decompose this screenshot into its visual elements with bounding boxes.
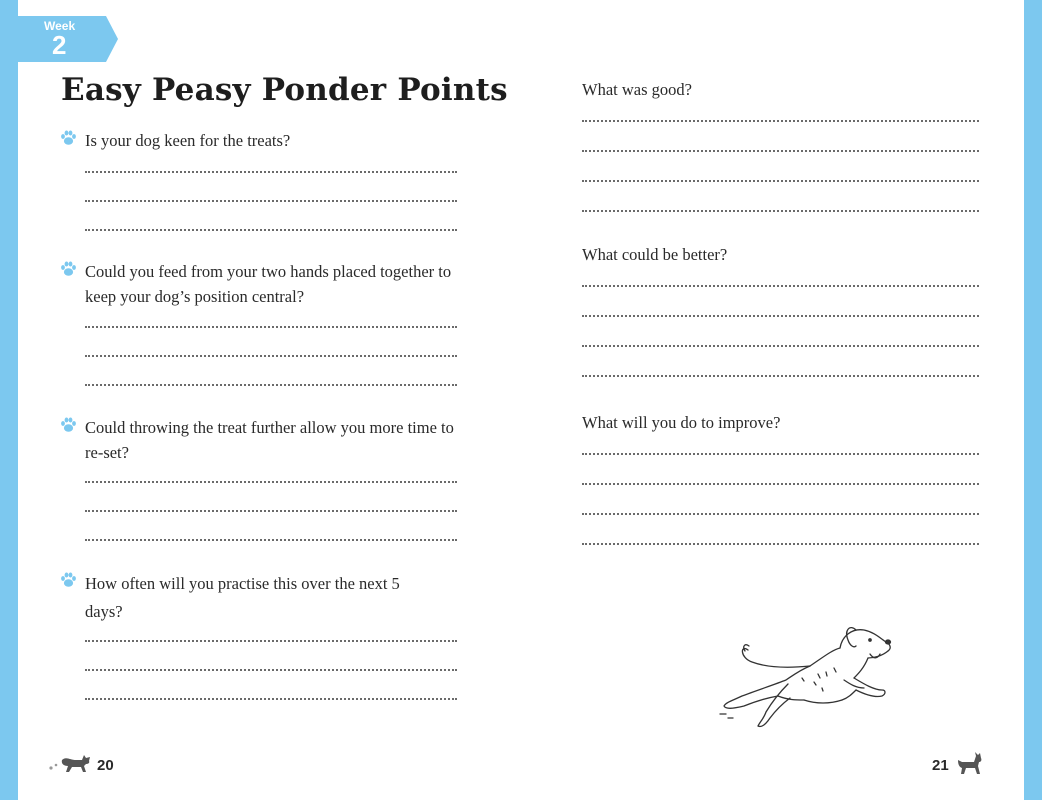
answer-line[interactable] bbox=[85, 669, 457, 671]
paw-icon bbox=[60, 572, 77, 588]
question-3: Could throwing the treat further allow you more time to re-set? bbox=[85, 418, 454, 462]
question-1: Is your dog keen for the treats? bbox=[85, 131, 291, 150]
answer-line[interactable] bbox=[85, 510, 457, 512]
answer-line[interactable] bbox=[582, 150, 979, 152]
answer-line[interactable] bbox=[582, 543, 979, 545]
answer-line[interactable] bbox=[582, 483, 979, 485]
answer-line[interactable] bbox=[582, 453, 979, 455]
right-page-edge bbox=[1024, 0, 1042, 800]
page-number-right: 21 bbox=[932, 757, 949, 774]
question-2: Could you feed from your two hands placed together to keep your dog’s position central? bbox=[85, 262, 452, 306]
dog-silhouette-icon bbox=[954, 750, 984, 776]
paw-icon bbox=[60, 130, 77, 146]
answer-line[interactable] bbox=[85, 539, 457, 541]
answer-line[interactable] bbox=[582, 513, 979, 515]
answer-line[interactable] bbox=[85, 326, 457, 328]
answer-line[interactable] bbox=[85, 355, 457, 357]
question-what-was-good: What was good? bbox=[582, 80, 692, 99]
answer-line[interactable] bbox=[85, 640, 457, 642]
week-number: 2 bbox=[52, 30, 67, 60]
answer-line[interactable] bbox=[85, 384, 457, 386]
answer-line[interactable] bbox=[582, 285, 979, 287]
answer-line[interactable] bbox=[582, 180, 979, 182]
answer-line[interactable] bbox=[85, 171, 457, 173]
question-what-will-you-improve: What will you do to improve? bbox=[582, 413, 781, 432]
answer-line[interactable] bbox=[582, 120, 979, 122]
running-dog-illustration bbox=[718, 618, 898, 730]
answer-line[interactable] bbox=[85, 229, 457, 231]
answer-line[interactable] bbox=[582, 210, 979, 212]
question-what-could-be-better: What could be better? bbox=[582, 245, 728, 264]
answer-line[interactable] bbox=[582, 345, 979, 347]
answer-line[interactable] bbox=[85, 481, 457, 483]
page-number-left: 20 bbox=[97, 757, 114, 774]
left-page-edge bbox=[0, 0, 18, 800]
paw-icon bbox=[60, 261, 77, 277]
week-label: Week bbox=[44, 19, 76, 33]
answer-line[interactable] bbox=[85, 200, 457, 202]
answer-line[interactable] bbox=[85, 698, 457, 700]
paw-icon bbox=[60, 417, 77, 433]
page-title: Easy Peasy Ponder Points bbox=[61, 72, 508, 108]
question-4: How often will you practise this over the next 5 days? bbox=[85, 574, 400, 621]
answer-line[interactable] bbox=[582, 315, 979, 317]
dog-silhouette-icon bbox=[48, 752, 94, 774]
answer-line[interactable] bbox=[582, 375, 979, 377]
